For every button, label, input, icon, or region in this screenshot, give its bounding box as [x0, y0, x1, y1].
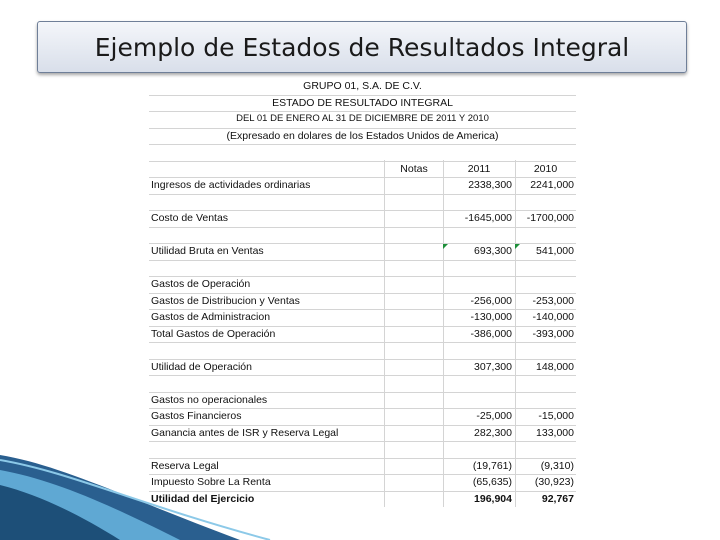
- value-2011: [443, 194, 515, 211]
- value-2010: [515, 227, 576, 244]
- column-notas: Notas: [400, 162, 428, 175]
- grid-line: [515, 160, 516, 507]
- cell-marker-icon: [443, 244, 448, 249]
- row-label: Utilidad de Operación: [151, 360, 252, 373]
- statement-row: [149, 309, 576, 327]
- value-2010: -1700,000: [526, 212, 574, 224]
- value-2011: 307,300: [474, 360, 512, 373]
- row-label: Impuesto Sobre La Renta: [151, 476, 271, 488]
- company-name: GRUPO 01, S.A. DE C.V.: [303, 80, 422, 92]
- statement-name: ESTADO DE RESULTADO INTEGRAL: [272, 96, 453, 109]
- value-2011: 693,300: [474, 245, 512, 257]
- value-2011: [443, 441, 515, 458]
- statement-row: [149, 293, 576, 311]
- value-2011: 2338,300: [468, 179, 512, 191]
- header-row-statement: [149, 95, 576, 113]
- row-label: Total Gastos de Operación: [151, 327, 276, 340]
- value-2010: 148,000: [536, 360, 574, 373]
- statement-row: [149, 425, 576, 443]
- value-2010: [515, 392, 576, 409]
- value-2011: -130,000: [470, 311, 512, 323]
- header-row-company: [149, 78, 576, 96]
- header-row-currency: [149, 128, 576, 146]
- row-label: Gastos de Operación: [151, 278, 251, 290]
- value-2011: [443, 342, 515, 359]
- value-2011: [443, 227, 515, 244]
- value-2011: [443, 375, 515, 392]
- cell-marker-icon: [515, 244, 520, 249]
- column-header-row: [149, 161, 576, 179]
- value-2010: -140,000: [532, 311, 574, 323]
- row-label: Ingresos de actividades ordinarias: [151, 179, 311, 191]
- value-2010: [515, 276, 576, 293]
- statement-row: [149, 243, 576, 261]
- statement-row: [149, 408, 576, 426]
- row-label: Utilidad Bruta en Ventas: [151, 245, 264, 257]
- statement-row: [149, 276, 576, 294]
- column-2011: 2011: [467, 162, 491, 175]
- row-label: [151, 342, 383, 359]
- grid-line: [384, 160, 385, 507]
- value-2010: [515, 342, 576, 359]
- row-label: Costo de Ventas: [151, 212, 229, 224]
- header-row-period: [149, 111, 576, 129]
- value-2010: [515, 375, 576, 392]
- grid-line: [443, 160, 444, 507]
- value-2010: 92,767: [541, 492, 574, 505]
- blank-row: [149, 342, 576, 360]
- value-2011: 196,904: [474, 492, 512, 505]
- value-2011: (19,761): [472, 459, 512, 472]
- slide-title-box: [37, 21, 687, 73]
- statement-row: [149, 177, 576, 195]
- value-2011: (65,635): [472, 476, 512, 488]
- row-label: Gastos de Distribucion y Ventas: [151, 294, 300, 307]
- row-label: Reserva Legal: [151, 459, 219, 472]
- value-2010: (30,923): [534, 476, 574, 488]
- value-2010: [515, 441, 576, 458]
- row-label: [151, 227, 383, 244]
- statement-row: [149, 392, 576, 410]
- statement-row: [149, 210, 576, 228]
- column-2010: 2010: [533, 162, 558, 175]
- value-2011: [443, 260, 515, 277]
- row-label: Gastos Financieros: [151, 410, 242, 422]
- slide-title: Ejemplo de Estados de Resultados Integral: [94, 32, 630, 62]
- row-label: Gastos de Administracion: [151, 311, 271, 323]
- row-label: Ganancia antes de ISR y Reserva Legal: [151, 426, 339, 439]
- value-2011: -386,000: [470, 327, 512, 340]
- value-2010: -15,000: [538, 410, 574, 422]
- decorative-swoosh: [0, 450, 300, 540]
- statement-row: [149, 326, 576, 344]
- row-label: [151, 375, 383, 392]
- value-2011: -1645,000: [464, 212, 512, 224]
- value-2010: 133,000: [536, 426, 574, 439]
- blank-row: [149, 194, 576, 212]
- income-statement-table: [149, 78, 576, 507]
- blank-row: [149, 375, 576, 393]
- value-2011: [443, 392, 515, 409]
- value-2010: 541,000: [536, 245, 574, 257]
- currency-note: (Expresado en dolares de los Estados Unidos de America): [226, 129, 499, 142]
- value-2010: (9,310): [540, 459, 574, 472]
- value-2010: -393,000: [532, 327, 574, 340]
- row-label: Gastos no operacionales: [151, 393, 268, 406]
- blank-row: [149, 144, 576, 162]
- blank-row: [149, 260, 576, 278]
- row-label: Utilidad del Ejercicio: [151, 492, 255, 505]
- row-label: [151, 260, 383, 277]
- value-2010: -253,000: [532, 294, 574, 307]
- blank-row: [149, 227, 576, 245]
- statement-row: [149, 359, 576, 377]
- value-2011: -25,000: [476, 410, 512, 422]
- row-label: [151, 194, 383, 211]
- value-2011: [443, 276, 515, 293]
- value-2010: [515, 260, 576, 277]
- value-2011: -256,000: [470, 294, 512, 307]
- value-2011: 282,300: [474, 426, 512, 439]
- statement-period: DEL 01 DE ENERO AL 31 DE DICIEMBRE DE 2011 Y 2010: [236, 113, 489, 124]
- value-2010: [515, 194, 576, 211]
- value-2010: 2241,000: [530, 179, 574, 191]
